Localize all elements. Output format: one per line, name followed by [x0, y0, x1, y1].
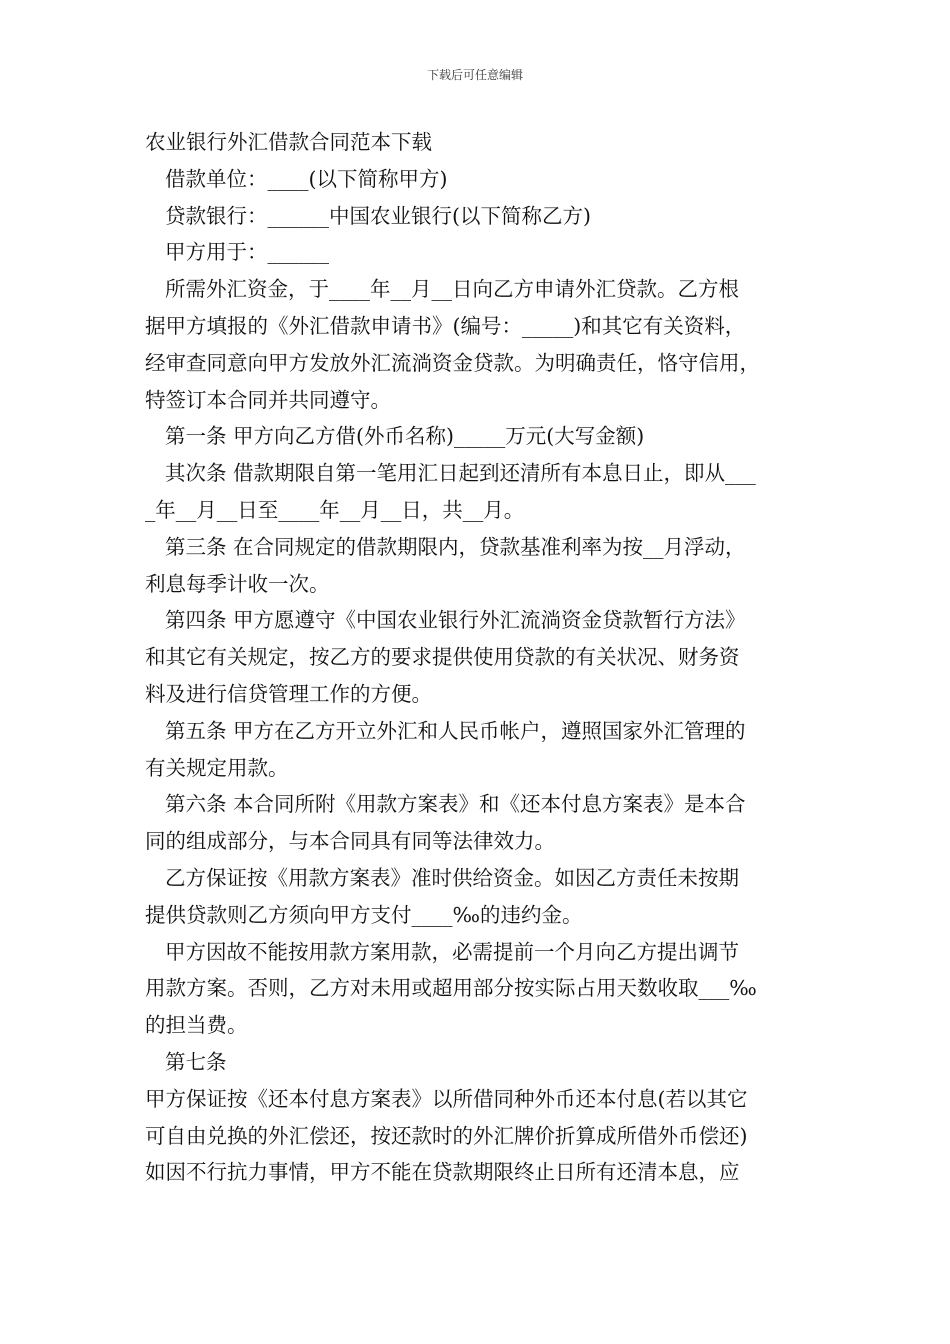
paragraph-line: 提供贷款则乙方须向甲方支付____‰的违约金。 [145, 902, 583, 927]
contract-body [145, 124, 825, 1191]
article-1-line: 第一条 甲方向乙方借(外币名称)_____万元(大写金额) [165, 424, 645, 449]
article-4-line: 和其它有关规定，按乙方的要求提供使用贷款的有关状况、财务资 [145, 645, 740, 670]
article-6-line: 第六条 本合同所附《用款方案表》和《还本付息方案表》是本合 [165, 792, 746, 817]
paragraph-line: 据甲方填报的《外汇借款申请书》(编号：_____)和其它有关资料， [145, 313, 746, 338]
lender-bank-line: 贷款银行：______中国农业银行(以下简称乙方) [165, 203, 591, 228]
purpose-line: 甲方用于：______ [165, 240, 329, 265]
paragraph-line: 特签订本合同并共同遵守。 [145, 387, 391, 412]
article-2-line: 其次条 借款期限自第一笔用汇日起到还清所有本息日止，即从___ [165, 461, 756, 486]
article-7-heading: 第七条 [165, 1049, 227, 1074]
article-5-line: 第五条 甲方在乙方开立外汇和人民币帐户，遵照国家外汇管理的 [165, 718, 746, 743]
article-7-line: 甲方保证按《还本付息方案表》以所借同种外币还本付息(若以其它 [145, 1086, 748, 1111]
paragraph-line: 乙方保证按《用款方案表》准时供给资金。如因乙方责任未按期 [165, 865, 739, 890]
article-7-line: 可自由兑换的外汇偿还，按还款时的外汇牌价折算成所借外币偿还) [145, 1123, 748, 1148]
paragraph-line: 的担当费。 [145, 1013, 248, 1038]
paragraph-line: 甲方因故不能按用款方案用款，必需提前一个月向乙方提出调节 [165, 939, 739, 964]
page-header-note: 下载后可任意编辑 [426, 68, 523, 82]
article-7-line: 如因不行抗力事情，甲方不能在贷款期限终止日所有还清本息，应 [145, 1160, 740, 1185]
borrower-line: 借款单位：____(以下简称甲方) [165, 166, 448, 191]
paragraph-line: 用款方案。否则，乙方对未用或超用部分按实际占用天数收取___‰ [145, 976, 757, 1001]
article-6-line: 同的组成部分，与本合同具有同等法律效力。 [145, 829, 555, 854]
article-4-line: 第四条 甲方愿遵守《中国农业银行外汇流淌资金贷款暂行方法》 [165, 608, 746, 633]
article-3-line: 第三条 在合同规定的借款期限内，贷款基准利率为按__月浮动， [165, 534, 746, 559]
paragraph-line: 经审查同意向甲方发放外汇流淌资金贷款。为明确责任，恪守信用， [145, 350, 760, 375]
article-2-line: _年__月__日至____年__月__日，共__月。 [145, 497, 525, 522]
document-title: 农业银行外汇借款合同范本下载 [145, 130, 432, 154]
article-3-line: 利息每季计收一次。 [145, 571, 330, 596]
paragraph-line: 所需外汇资金，于____年__月__日向乙方申请外汇贷款。乙方根 [165, 277, 739, 302]
article-4-line: 料及进行信贷管理工作的方便。 [145, 681, 432, 706]
article-5-line: 有关规定用款。 [145, 755, 289, 780]
